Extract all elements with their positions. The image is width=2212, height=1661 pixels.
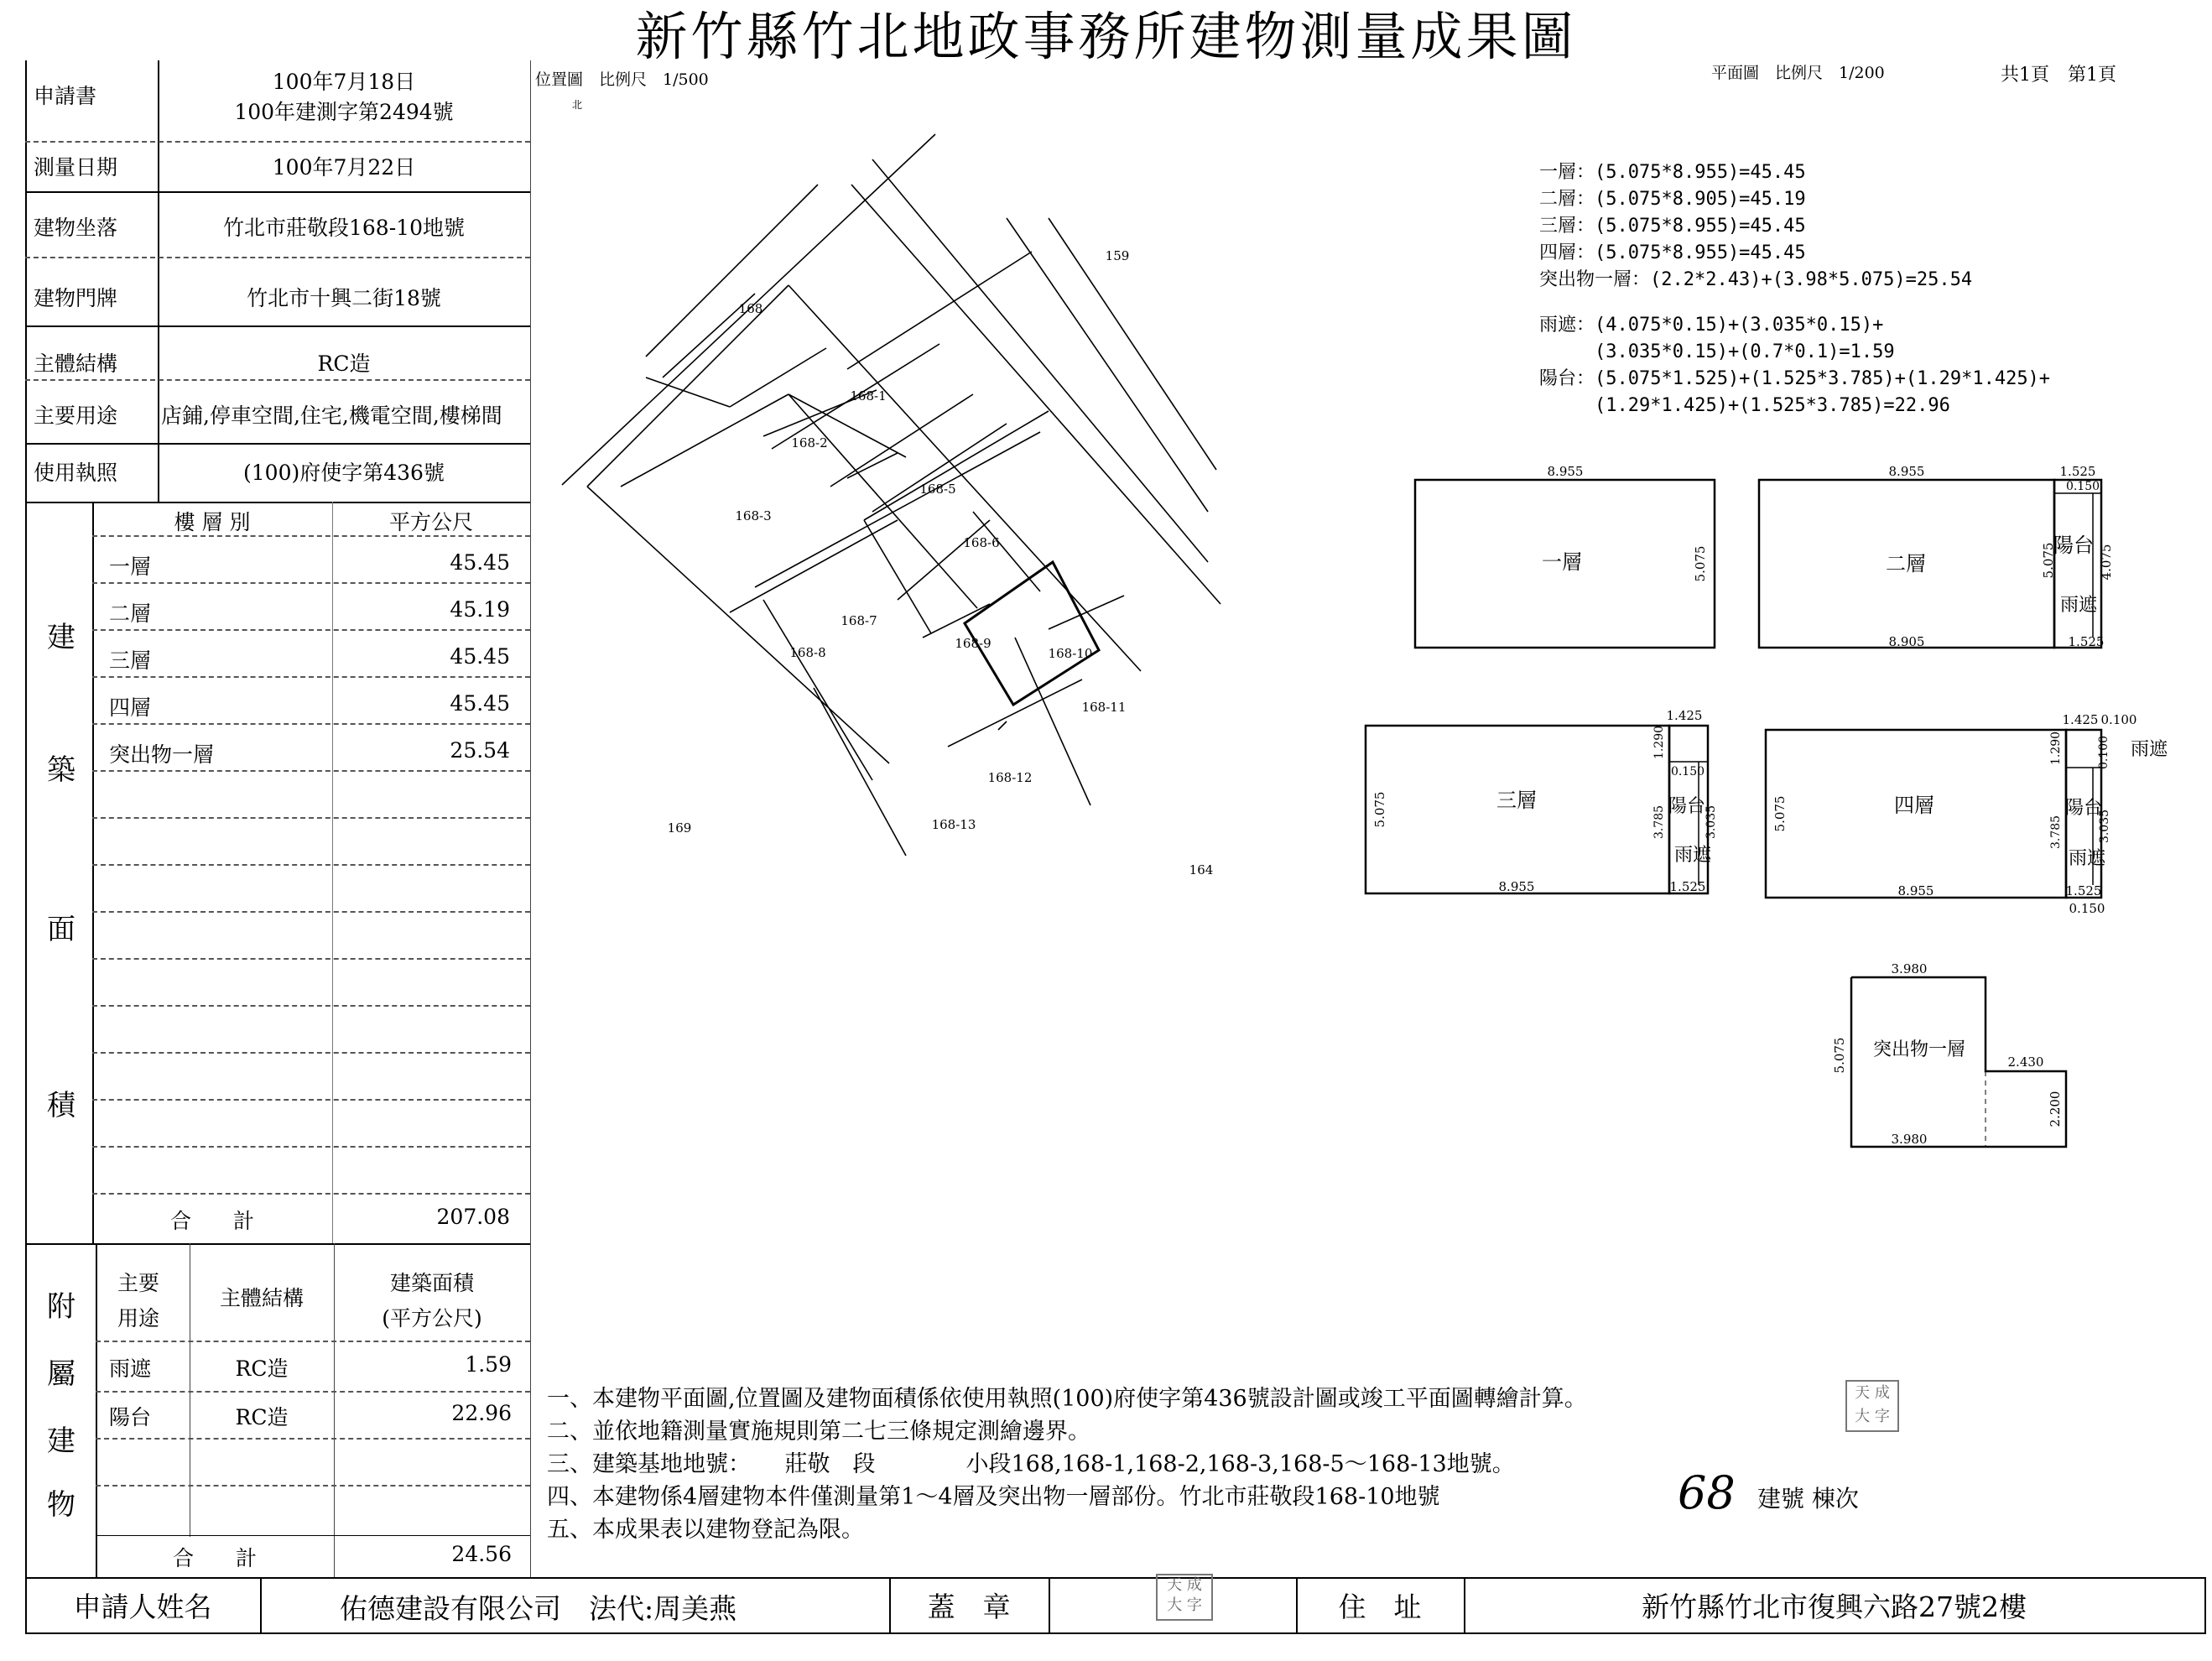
building-number-label: 建號 棟次 (1757, 1485, 1859, 1513)
note-line: 四、本建物係4層建物本件僅測量第1～4層及突出物一層部份。竹北市莊敬段168-10地號 (547, 1484, 1440, 1510)
area-row-floor: 二層 (109, 601, 152, 626)
formula-line: (3.035*0.15)+(0.7*0.1)=1.59 (1539, 341, 1895, 362)
dim-label: 1.290 (2049, 731, 2063, 766)
floor-name: 四層 (1894, 794, 1934, 817)
floor-plans (1342, 453, 2206, 1174)
formula-line: 二層：(5.075*8.905)=45.19 (1539, 189, 1806, 210)
structure-label: 主體結構 (34, 351, 118, 376)
parcel-label: 168-3 (735, 508, 772, 523)
site-value: 竹北市莊敬段168-10地號 (223, 216, 465, 240)
annex-row-struct: RC造 (235, 1356, 289, 1381)
page-title: 新竹縣竹北地政事務所建物測量成果圖 (635, 6, 1577, 67)
area-row-floor: 三層 (109, 648, 152, 673)
applicant-label: 申請人姓名 (73, 1591, 212, 1623)
applicant-name: 佑德建設有限公司 法代:周美燕 (340, 1592, 737, 1625)
dim-label: 5.075 (1693, 545, 1708, 582)
area-side-char-1: 建 (47, 621, 75, 654)
area-row-floor: 突出物一層 (109, 742, 215, 767)
formula-line: 陽台：(5.075*1.525)+(1.525*3.785)+(1.29*1.425)+ (1539, 368, 2051, 389)
annex-row-struct: RC造 (235, 1405, 289, 1429)
use-value: 店鋪,停車空間,住宅,機電空間,樓梯間 (161, 404, 502, 428)
parcel-label: 168-13 (931, 817, 976, 832)
dim-label: 8.955 (1498, 879, 1535, 894)
floor-name: 二層 (1886, 552, 1926, 575)
dim-label: 0.150 (2065, 480, 2100, 493)
license-label: 使用執照 (34, 461, 118, 485)
area-row-value: 25.54 (450, 738, 510, 763)
rain-shelter-label: 雨遮 (1673, 845, 1712, 866)
use-label: 主要用途 (34, 404, 118, 428)
dim-label: 2.430 (2007, 1054, 2044, 1070)
dim-label: 3.980 (1891, 1132, 1928, 1147)
parcel-label: 168 (738, 301, 763, 316)
annex-row-use: 雨遮 (109, 1356, 152, 1381)
dim-label: 8.955 (1547, 464, 1584, 479)
area-side-char-3: 面 (47, 913, 75, 946)
dim-label: 3.785 (1652, 804, 1666, 840)
rain-shelter-label: 雨遮 (2130, 739, 2168, 760)
dim-label: 0.150 (1670, 765, 1705, 778)
area-col-sqm: 平方公尺 (388, 510, 473, 534)
parcel-label: 168-10 (1048, 646, 1093, 661)
parcel-label: 164 (1189, 862, 1214, 877)
area-row-floor: 四層 (109, 695, 152, 720)
parcel-label: 168-6 (963, 535, 1000, 550)
dim-label: 5.075 (1372, 791, 1387, 828)
dim-label: 3.785 (2049, 815, 2063, 850)
floor-name: 突出物一層 (1872, 1039, 1966, 1060)
dim-label: 3.980 (1891, 961, 1928, 976)
dim-label: 1.290 (1652, 725, 1666, 760)
balcony-label: 陽台 (2053, 534, 2094, 557)
formula-line: 四層：(5.075*8.955)=45.45 (1539, 242, 1806, 263)
dim-label: 5.075 (2041, 542, 2056, 579)
dim-label: 8.955 (1888, 464, 1925, 479)
area-row-value: 45.45 (450, 550, 510, 575)
parcel-label: 169 (667, 820, 692, 836)
annex-col-use: 主要 (117, 1271, 160, 1295)
survey-date: 100年7月22日 (272, 155, 416, 180)
annex-col-struct: 主體結構 (219, 1286, 304, 1310)
dim-label: 0.150 (2069, 901, 2105, 916)
annex-total-label: 合 計 (172, 1546, 257, 1570)
dim-label: 0.100 (2097, 735, 2111, 770)
annex-col-area: 建築面積 (389, 1271, 474, 1295)
application-number: 100年建測字第2494號 (234, 100, 454, 124)
plan-scale: 平面圖 比例尺 1/200 (1711, 64, 1885, 82)
annex-row-use: 陽台 (109, 1405, 152, 1429)
annex-side-char-1: 附 (47, 1290, 75, 1324)
location-map-scale: 位置圖 比例尺 1/500 (535, 70, 709, 89)
application-date: 100年7月18日 (272, 70, 416, 94)
survey-date-label: 測量日期 (34, 155, 118, 180)
floor-name: 三層 (1496, 789, 1537, 812)
annex-col-use: 用途 (117, 1306, 160, 1330)
application-label: 申請書 (34, 84, 97, 108)
door-value: 竹北市十興二街18號 (247, 286, 441, 310)
applicant-seal-stamp: 天 成 大 字 (1156, 1574, 1213, 1621)
area-row-value: 45.19 (450, 597, 510, 622)
parcel-label: 168-1 (850, 388, 887, 404)
seal-label: 蓋 章 (927, 1591, 1011, 1623)
area-total-label: 合 計 (169, 1209, 254, 1233)
dim-label: 1.525 (2068, 634, 2105, 649)
dim-label: 1.525 (2059, 464, 2096, 479)
door-label: 建物門牌 (34, 286, 118, 310)
dim-label: 2.200 (2048, 1091, 2063, 1127)
site-label: 建物坐落 (34, 216, 118, 240)
parcel-label: 168-12 (987, 770, 1033, 785)
rain-shelter-label: 雨遮 (2059, 595, 2098, 616)
dim-label: 5.075 (1832, 1037, 1847, 1074)
address-value: 新竹縣竹北市復興六路27號2樓 (1642, 1591, 2027, 1623)
parcel-label: 168-11 (1081, 700, 1127, 715)
note-line: 一、本建物平面圖,位置圖及建物面積係依使用執照(100)府使字第436號設計圖或竣工平面圖轉繪計算。 (547, 1386, 1587, 1412)
area-total-value: 207.08 (436, 1205, 510, 1229)
dim-label: 5.075 (1772, 795, 1788, 832)
area-side-char-2: 築 (47, 753, 75, 787)
area-row-value: 45.45 (450, 644, 510, 669)
area-side-char-4: 積 (47, 1089, 75, 1122)
dim-label: 8.905 (1888, 634, 1925, 649)
dim-label: 1.525 (1669, 879, 1706, 894)
floor-name: 一層 (1542, 550, 1582, 574)
balcony-label: 陽台 (2064, 798, 2103, 819)
note-line: 三、建築基地地號： 莊敬 段 小段168,168-1,168-2,168-3,168-5～168-13地號。 (547, 1451, 1515, 1477)
formula-line: 一層：(5.075*8.955)=45.45 (1539, 162, 1806, 183)
page-count: 共1頁 第1頁 (2001, 65, 2116, 86)
formula-line: (1.29*1.425)+(1.525*3.785)=22.96 (1539, 395, 1950, 416)
area-row-value: 45.45 (450, 691, 510, 716)
dim-label: 0.100 (2100, 712, 2137, 727)
dim-label: 1.525 (2065, 883, 2102, 898)
formula-line: 三層：(5.075*8.955)=45.45 (1539, 216, 1806, 237)
area-row-floor: 一層 (109, 555, 152, 579)
annex-row-area: 22.96 (451, 1401, 512, 1425)
area-col-floor: 樓 層 別 (174, 510, 251, 534)
parcel-label: 159 (1105, 248, 1130, 263)
handwritten-building-number: 68 (1678, 1466, 1736, 1519)
cadastral-location-map (537, 117, 1225, 956)
north-label: 北 (572, 99, 583, 111)
official-seal-stamp: 天 成 大 字 (1845, 1380, 1899, 1432)
dim-label: 1.425 (1666, 708, 1703, 723)
balcony-label: 陽台 (1668, 796, 1706, 817)
dim-label: 4.075 (2099, 544, 2114, 581)
license-value: (100)府使字第436號 (243, 461, 445, 485)
area-formulas (1539, 159, 2050, 419)
annex-row-area: 1.59 (465, 1352, 512, 1377)
annex-total-value: 24.56 (451, 1542, 512, 1566)
address-label: 住 址 (1338, 1591, 1422, 1623)
parcel-label: 168-9 (955, 636, 991, 651)
dim-label: 8.955 (1897, 883, 1934, 898)
annex-side-char-4: 物 (47, 1488, 75, 1522)
annex-col-area: (平方公尺) (382, 1306, 482, 1330)
parcel-label: 168-5 (919, 482, 956, 497)
annex-side-char-2: 屬 (47, 1357, 75, 1391)
structure-value: RC造 (317, 351, 371, 376)
dim-label: 1.425 (2062, 712, 2099, 727)
parcel-label: 168-2 (791, 435, 828, 450)
note-line: 五、本成果表以建物登記為限。 (547, 1517, 864, 1543)
formula-line: 突出物一層：(2.2*2.43)+(3.98*5.075)=25.54 (1539, 269, 1973, 290)
dim-label: 3.035 (1705, 804, 1718, 840)
formula-line: 雨遮：(4.075*0.15)+(3.035*0.15)+ (1539, 315, 1884, 336)
rain-shelter-label: 雨遮 (2068, 848, 2106, 869)
parcel-label: 168-7 (841, 613, 877, 628)
parcel-label: 168-8 (789, 645, 826, 660)
dim-label: 3.035 (2098, 809, 2111, 844)
note-line: 二、並依地籍測量實施規則第二七三條規定測繪邊界。 (547, 1419, 1090, 1445)
notes-block (547, 1382, 1587, 1546)
annex-side-char-3: 建 (47, 1424, 75, 1458)
